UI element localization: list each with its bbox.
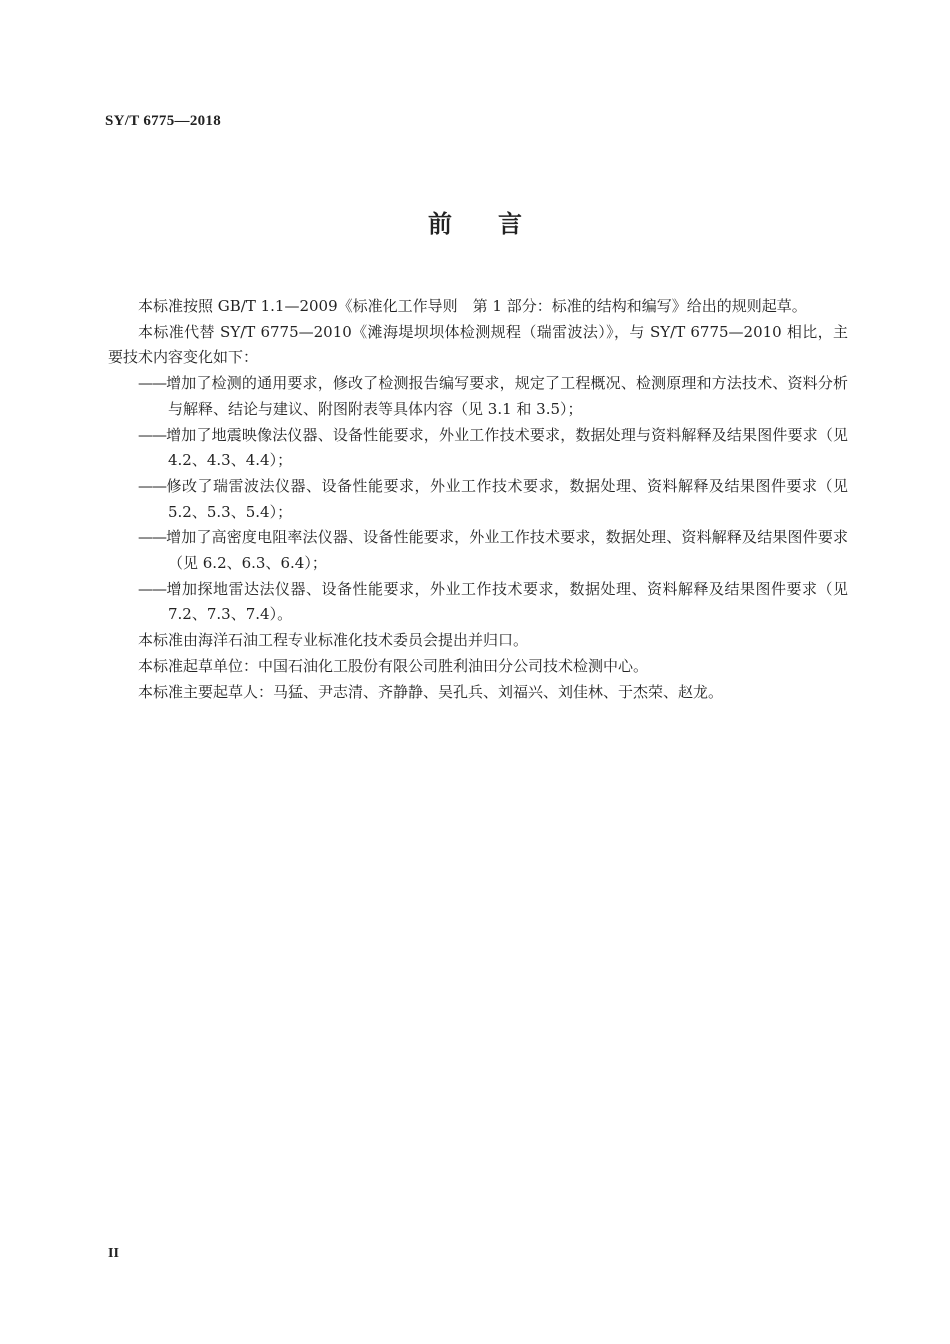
page-title: 前言: [428, 210, 568, 238]
page-number: II: [108, 1246, 119, 1261]
paragraph-proposer: 本标准由海洋石油工程专业标准化技术委员会提出并归口。: [138, 631, 529, 650]
list-item: [108, 371, 848, 422]
list-item-text: 增加了高密度电阻率法仪器、设备性能要求，外业工作技术要求，数据处理、资料解释及结果图件要求（见 6.2、6.3、6.4）；: [166, 528, 848, 573]
list-item: [108, 423, 848, 474]
list-item: [108, 525, 848, 576]
paragraph-replacement: 本标准代替 SY/T 6775—2010《滩海堤坝坝体检测规程（瑞雷波法）》，与 SY/T 6775—2010 相比，主要技术内容变化如下：: [108, 322, 848, 367]
list-item-text: 增加了地震映像法仪器、设备性能要求，外业工作技术要求，数据处理与资料解释及结果图件要求（见 4.2、4.3、4.4）；: [166, 425, 848, 470]
paragraph-drafting-unit: 本标准起草单位：中国石油化工股份有限公司胜利油田分公司技术检测中心。: [138, 656, 649, 675]
list-item: [108, 474, 848, 525]
standard-code: SY/T 6775—2018: [105, 113, 222, 129]
list-dash: ——: [138, 374, 166, 393]
list-item-text: 增加了检测的通用要求，修改了检测报告编写要求，规定了工程概况、检测原理和方法技术、资料分析与解释、结论与建议、附图附表等具体内容（见 3.1 和 3.5）；: [166, 374, 848, 418]
list-dash: ——: [138, 579, 166, 598]
list-item-text: 修改了瑞雷波法仪器、设备性能要求，外业工作技术要求，数据处理、资料解释及结果图件要求（见 5.2、5.3、5.4）；: [166, 476, 848, 521]
list-item: [108, 577, 848, 628]
list-item-text: 增加探地雷达法仪器、设备性能要求，外业工作技术要求，数据处理、资料解释及结果图件要求（见 7.2、7.3、7.4）。: [166, 579, 848, 624]
foreword-body: [108, 294, 848, 705]
list-dash: ——: [138, 528, 166, 547]
paragraph-drafters: 本标准主要起草人：马猛、尹志清、齐静静、吴孔兵、刘福兴、刘佳林、于杰荣、赵龙。: [138, 682, 724, 701]
list-dash: ——: [138, 425, 166, 444]
list-dash: ——: [138, 476, 166, 495]
paragraph-drafting-rules: 本标准按照 GB/T 1.1—2009《标准化工作导则 第 1 部分：标准的结构和编写》给出的规则起草。: [138, 297, 807, 315]
